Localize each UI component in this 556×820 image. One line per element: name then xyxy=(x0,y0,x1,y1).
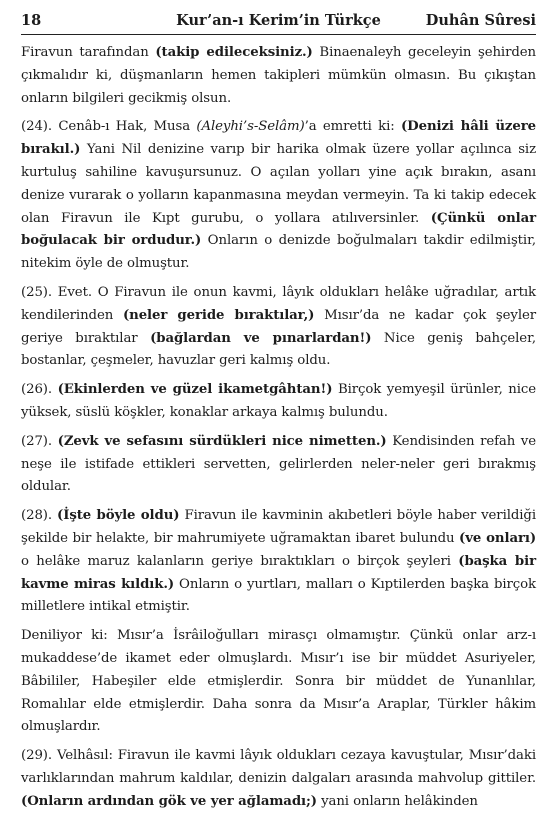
paragraph xyxy=(21,42,536,110)
text-run: (27). xyxy=(21,433,58,449)
bold-verse-text: (başka bir kavme miras kıldık.) xyxy=(21,553,536,592)
text-run: (26). xyxy=(21,382,58,398)
bold-verse-text: (Çünkü onlar boğulacak bir ordudur.) xyxy=(21,210,537,249)
paragraph xyxy=(21,431,536,499)
text-run: Mısır’da ne kadar çok şeyler geriye bıraktılar xyxy=(21,307,536,346)
text-run: (29). Velhâsıl: Firavun ile kavmi lâyık oldukları cezaya kavuştular, Mısır’daki varlıklarından mahrum kaldılar, denizin dalgaları arasında mahvolup gittiler. xyxy=(21,748,536,786)
running-header xyxy=(21,8,536,35)
text-run: Onların o yurtları, malları o Kıptilerden başka birçok milletlere intikal etmiştir. xyxy=(21,576,536,615)
bold-verse-text: (neler geride bıraktılar,) xyxy=(122,307,315,323)
text-run: Kendisinden refah ve neşe ile istifade ettikleri servetten, gelirlerden neler-neler geri bırakmış oldular. xyxy=(21,433,536,495)
text-run: Onların o denizde boğulmaları takdir edilmiştir, nitekim öyle de olmuştur. xyxy=(21,233,536,272)
bold-verse-text: (İşte böyle oldu) xyxy=(57,508,180,524)
text-run: Yani Nil denizine varıp bir harika olmak üzere yollar açılınca siz kurtuluş sahiline kavuşursunuz. O açılan yolları yine açık bırakın, asanı denize vurarak o yolların kapanmasına meydan vermeyin. Ta ki takip edecek olan Firavun ile Kıpt gurubu, o yollara atılıversinler. xyxy=(21,142,536,226)
sura-name: Duhân Sûresi xyxy=(425,12,536,29)
paragraph xyxy=(21,379,536,425)
bold-verse-text: (takip edileceksiniz.) xyxy=(155,45,313,60)
bold-verse-text: (bağlardan ve pınarlardan!) xyxy=(150,330,372,346)
text-run: Firavun ile kavminin akıbetleri böyle haber verildiği şekilde bir helakte, bir mahrumiyete uğramaktan ibaret bulundu xyxy=(21,508,536,546)
text-run: Firavun tarafından xyxy=(21,45,156,60)
bold-verse-text: (Onların ardından gök ve yer ağlamadı;) xyxy=(21,793,317,809)
book-title: Kur’an-ı Kerim’in Türkçe xyxy=(176,12,381,29)
text-run: (25). Evet. O Firavun ile onun kavmi, lâyık oldukları helâke uğradılar, artık kendilerinden xyxy=(21,284,536,323)
paragraph xyxy=(21,505,536,619)
text-run: ’a emretti ki: xyxy=(304,119,401,135)
italic-text: (Aleyhi’s-Selâm) xyxy=(196,119,305,135)
paragraph xyxy=(21,745,536,813)
text-run: Binaenaleyh geceleyin şehirden çıkmalıdır ki, düşmanların hemen takipleri mümkün olmasın. Bu çıkıştan onların bilgileri gecikmiş olsun. xyxy=(21,45,536,106)
paragraph xyxy=(21,116,536,276)
paragraph xyxy=(21,282,536,373)
page-number: 18 xyxy=(21,12,42,29)
text-run: Birçok yemyeşil ürünler, nice yüksek, süslü köşkler, konaklar arkaya kalmış bulundu. xyxy=(21,382,537,420)
paragraph xyxy=(21,625,536,739)
bold-verse-text: (Denizi hâli üzere bırakıl.) xyxy=(21,119,537,158)
bold-verse-text: (Zevk ve sefasını sürdükleri nice nimetten.) xyxy=(57,433,387,449)
page-body xyxy=(21,42,536,820)
bold-verse-text: (Ekinlerden ve güzel ikametgâhtan!) xyxy=(57,382,333,398)
text-run: o helâke maruz kalanların geriye bıraktıkları o birçok şeyleri xyxy=(21,553,459,569)
text-run: (24). Cenâb-ı Hak, Musa xyxy=(21,119,197,135)
text-run: yani onların helâkinden xyxy=(316,793,478,809)
text-run: (28). xyxy=(21,508,58,524)
bold-verse-text: (ve onları) xyxy=(459,530,537,546)
text-run: Nice geniş bahçeler, bostanlar, çeşmeler, havuzlar geri kalmış oldu. xyxy=(21,330,536,369)
text-run: Deniliyor ki: Mısır’a İsrâiloğulları mirasçı olmamıştır. Çünkü onlar arz-ı mukaddese’de ikamet eder olmuşlardı. Mısır’ı ise bir müddet Asuriyeler, Bâbililer, Habeşiler elde etmişlerdir. Sonra bir müddet de Yunanlılar, Romalılar elde etmişlerdir. Daha sonra da Mısır’a Araplar, Türkler hâkim olmuşlardır. xyxy=(21,628,536,735)
